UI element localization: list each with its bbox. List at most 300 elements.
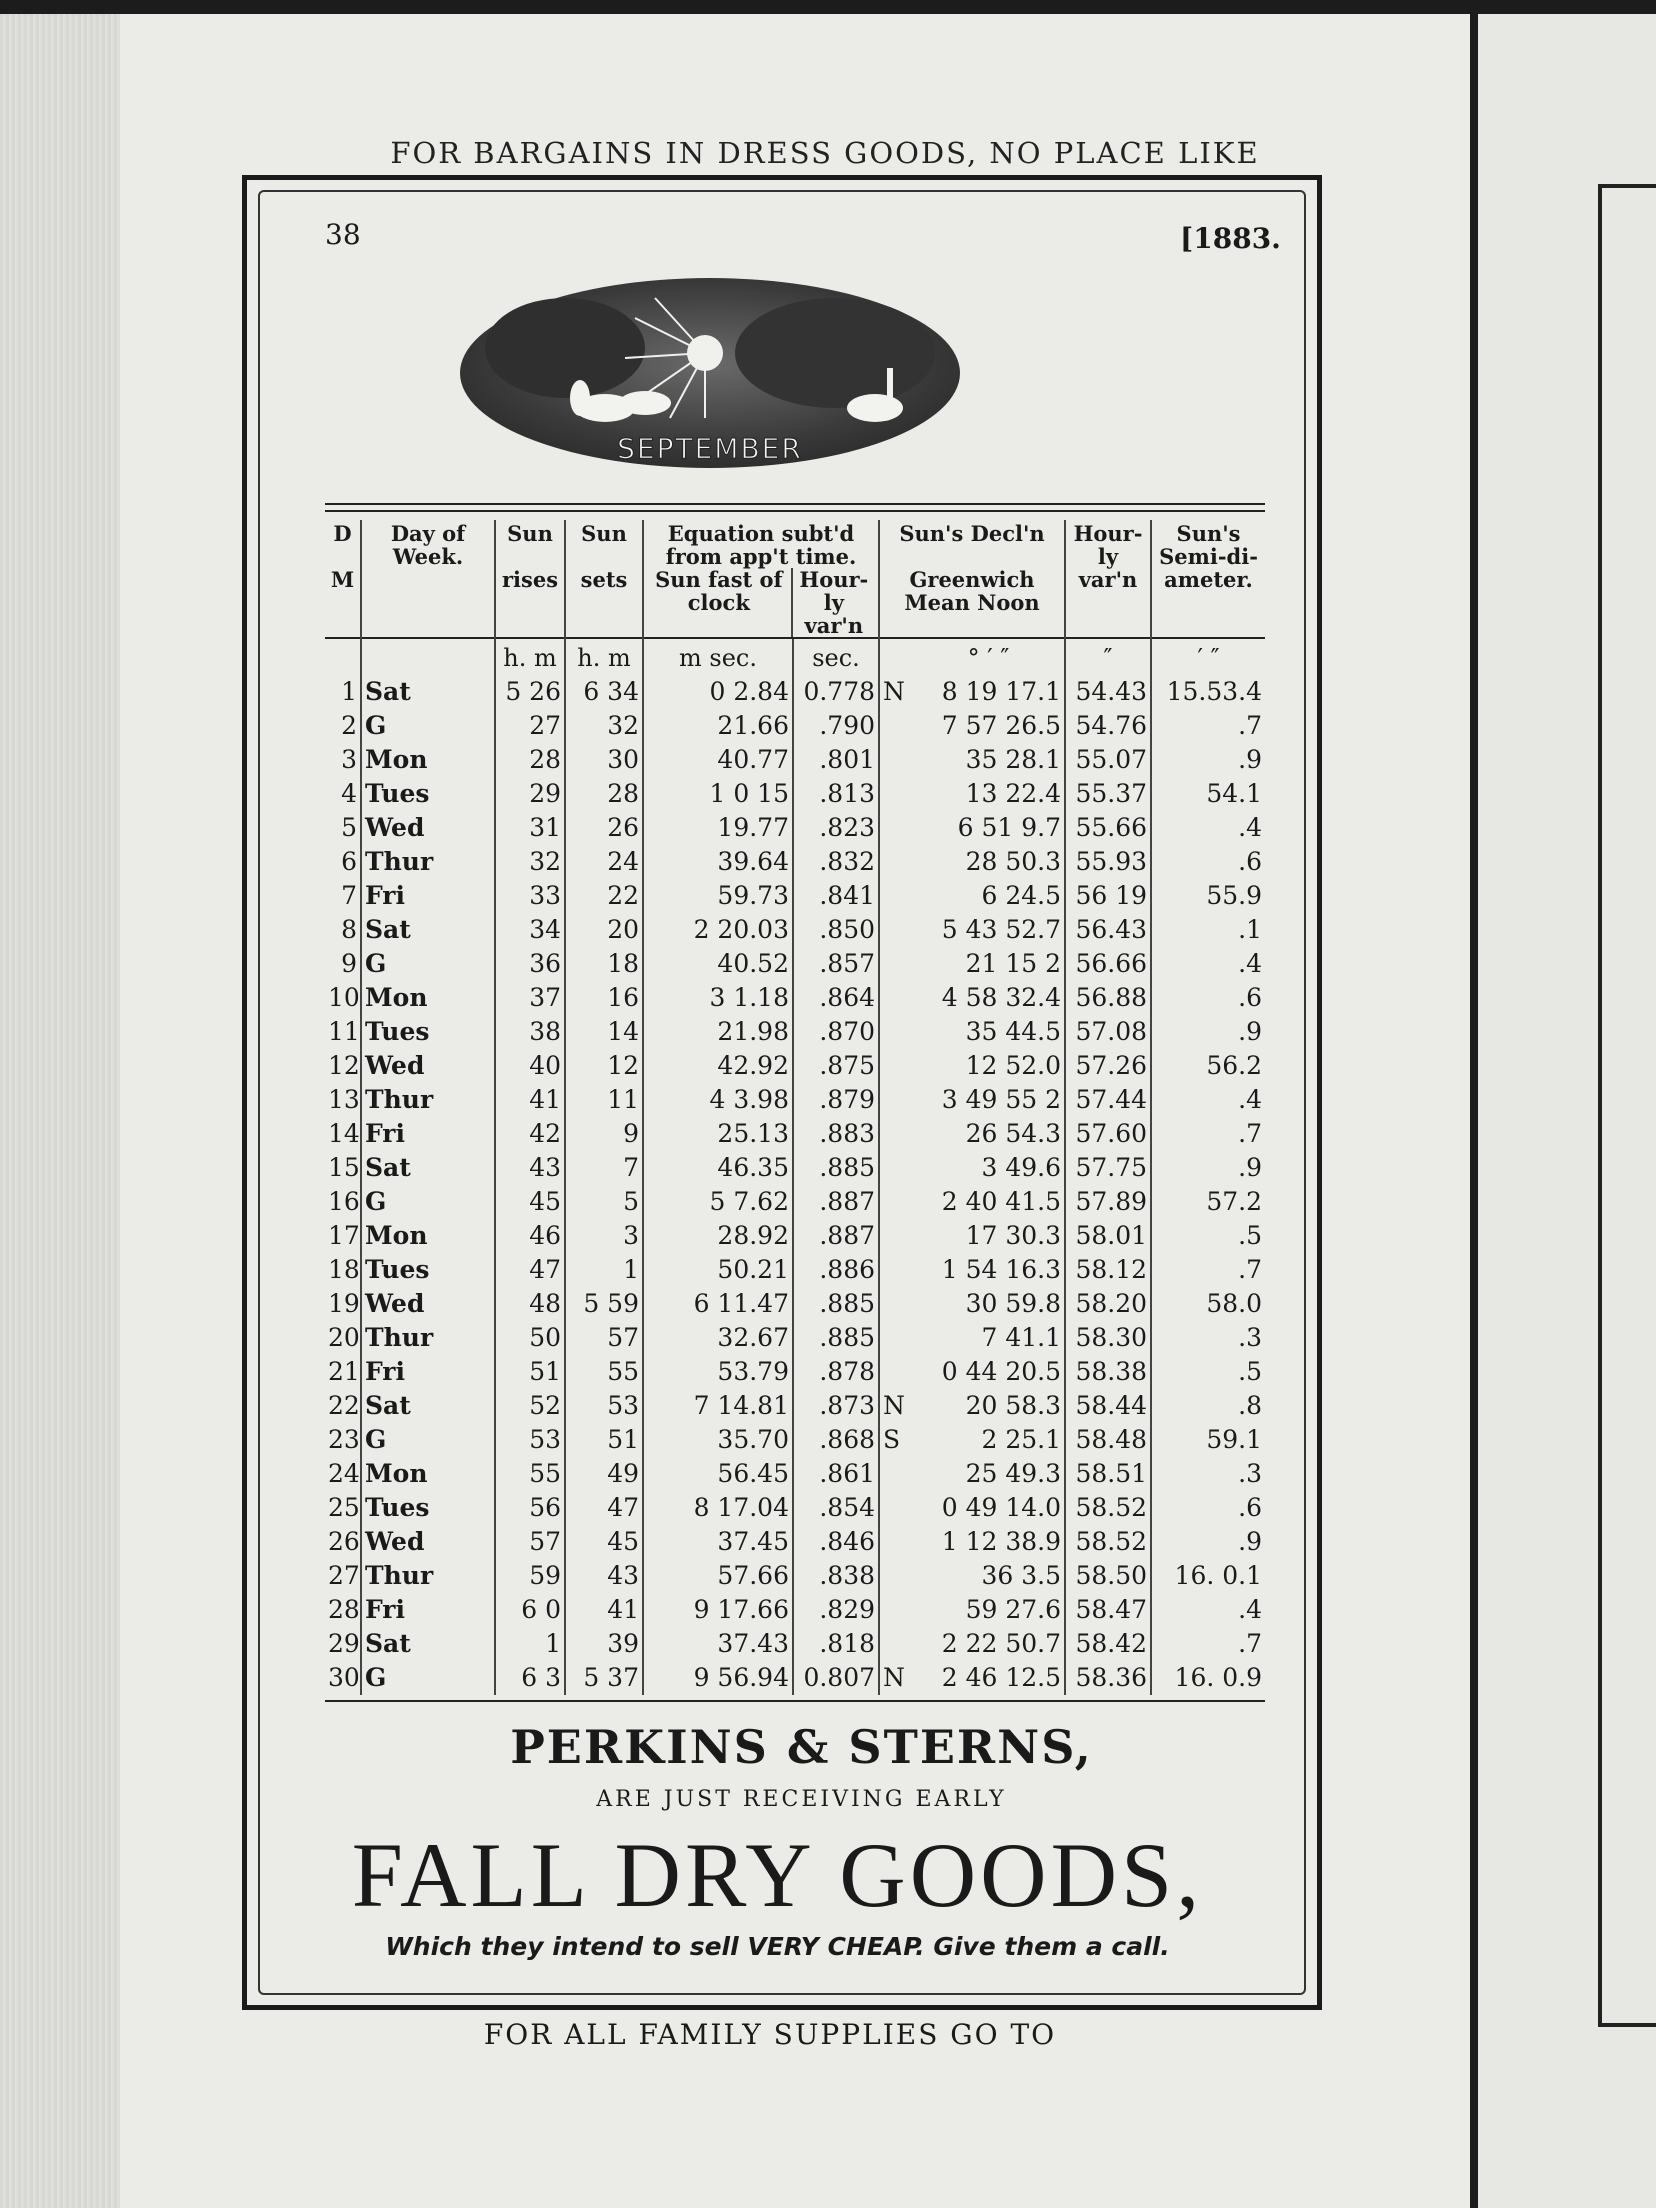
decl-direction-cell [879, 709, 913, 743]
declination-var-cell: 58.20 [1065, 1287, 1151, 1321]
day-number-cell: 23 [328, 1425, 360, 1454]
table-row [325, 1083, 1265, 1117]
sunset-cell: 5 59 [565, 1287, 643, 1321]
semidiameter-cell: 58.0 [1151, 1287, 1265, 1321]
semidiameter-cell: .9 [1151, 743, 1265, 777]
header-sun-rises: Sun rises [495, 520, 565, 638]
table-row [325, 981, 1265, 1015]
day-number-cell: 8 [341, 915, 357, 944]
sunrise-cell: 41 [495, 1083, 565, 1117]
decl-direction-cell [879, 1627, 913, 1661]
declination-var-cell: 56 19 [1065, 879, 1151, 913]
declination-var-cell: 58.42 [1065, 1627, 1151, 1661]
table-row [325, 947, 1265, 981]
table-row [325, 1593, 1265, 1627]
semidiameter-cell: .5 [1151, 1219, 1265, 1253]
sunset-cell: 57 [565, 1321, 643, 1355]
sunrise-cell: 32 [495, 845, 565, 879]
year-label: [1883. [1180, 222, 1281, 255]
semidiameter-cell: .7 [1151, 1117, 1265, 1151]
day-of-week-cell: Wed [361, 811, 495, 845]
unit-ns [879, 638, 913, 675]
equation-cell: 1 0 15 [643, 777, 793, 811]
sunrise-cell: 34 [495, 913, 565, 947]
table-row [325, 1253, 1265, 1287]
equation-var-cell: .879 [793, 1083, 879, 1117]
decl-direction-cell: N [879, 675, 913, 709]
running-foot: FOR ALL FAMILY SUPPLIES GO TO [483, 2018, 1057, 2051]
sunset-cell: 1 [565, 1253, 643, 1287]
declination-cell: 4 58 32.4 [941, 983, 1062, 1012]
sunrise-cell: 27 [495, 709, 565, 743]
header-d: D M [330, 521, 355, 592]
sunrise-cell: 57 [495, 1525, 565, 1559]
equation-var-cell: .841 [793, 879, 879, 913]
declination-var-cell: 58.52 [1065, 1525, 1151, 1559]
unit-eq-var: sec. [793, 638, 879, 675]
table-row [325, 1049, 1265, 1083]
sunset-cell: 11 [565, 1083, 643, 1117]
equation-cell: 9 17.66 [643, 1593, 793, 1627]
day-number-cell: 20 [328, 1323, 360, 1352]
ad-tagline: Which they intend to sell VERY CHEAP. Give them a call. [385, 1932, 1170, 1961]
declination-var-cell: 57.89 [1065, 1185, 1151, 1219]
equation-cell: 56.45 [643, 1457, 793, 1491]
day-of-week-cell: G [361, 1423, 495, 1457]
advertiser-name: PERKINS & STERNS, [510, 1720, 1093, 1774]
decl-direction-cell [879, 1457, 913, 1491]
declination-cell: 1 54 16.3 [941, 1255, 1062, 1284]
declination-cell: 0 49 14.0 [941, 1493, 1062, 1522]
sunset-cell: 18 [565, 947, 643, 981]
table-row [325, 1661, 1265, 1695]
table-row [325, 1151, 1265, 1185]
day-of-week-cell: Mon [361, 1457, 495, 1491]
decl-direction-cell [879, 1491, 913, 1525]
declination-cell: 20 58.3 [965, 1391, 1062, 1420]
equation-cell: 37.43 [643, 1627, 793, 1661]
sunset-cell: 43 [565, 1559, 643, 1593]
header-day-of-week: Day of Week. [361, 520, 495, 638]
equation-var-cell: 0.807 [793, 1661, 879, 1695]
sunrise-cell: 29 [495, 777, 565, 811]
equation-cell: 35.70 [643, 1423, 793, 1457]
table-row [325, 1457, 1265, 1491]
equation-cell: 21.98 [643, 1015, 793, 1049]
decl-direction-cell [879, 1015, 913, 1049]
decl-direction-cell [879, 947, 913, 981]
equation-var-cell: .878 [793, 1355, 879, 1389]
day-of-week-cell: Tues [361, 1015, 495, 1049]
decl-direction-cell [879, 1253, 913, 1287]
semidiameter-cell: 54.1 [1151, 777, 1265, 811]
declination-var-cell: 58.44 [1065, 1389, 1151, 1423]
sunrise-cell: 55 [495, 1457, 565, 1491]
declination-cell: 28 50.3 [965, 847, 1062, 876]
equation-cell: 5 7.62 [643, 1185, 793, 1219]
sunrise-cell: 52 [495, 1389, 565, 1423]
running-head: FOR BARGAINS IN DRESS GOODS, NO PLACE LIKE [390, 136, 1260, 170]
sunset-cell: 6 34 [565, 675, 643, 709]
semidiameter-cell: .5 [1151, 1355, 1265, 1389]
declination-cell: 8 19 17.1 [941, 677, 1062, 706]
semidiameter-cell: .6 [1151, 1491, 1265, 1525]
decl-direction-cell [879, 777, 913, 811]
decl-direction-cell [879, 913, 913, 947]
sunrise-cell: 56 [495, 1491, 565, 1525]
declination-cell: 2 22 50.7 [941, 1629, 1062, 1658]
adjacent-page-frame [1598, 184, 1656, 2027]
semidiameter-cell: .7 [1151, 709, 1265, 743]
sunset-cell: 20 [565, 913, 643, 947]
declination-var-cell: 54.76 [1065, 709, 1151, 743]
sunset-cell: 49 [565, 1457, 643, 1491]
day-number-cell: 2 [341, 711, 357, 740]
sunrise-cell: 1 [495, 1627, 565, 1661]
day-of-week-cell: Fri [361, 879, 495, 913]
sun-almanac-table [325, 520, 1265, 1695]
day-of-week-cell: G [361, 1661, 495, 1695]
day-number-cell: 17 [328, 1221, 360, 1250]
declination-cell: 0 44 20.5 [941, 1357, 1062, 1386]
decl-direction-cell [879, 1355, 913, 1389]
sunset-cell: 32 [565, 709, 643, 743]
semidiameter-cell: .7 [1151, 1627, 1265, 1661]
declination-cell: 6 24.5 [981, 881, 1062, 910]
declination-cell: 26 54.3 [965, 1119, 1062, 1148]
equation-cell: 46.35 [643, 1151, 793, 1185]
day-number-cell: 22 [328, 1391, 360, 1420]
day-number-cell: 5 [341, 813, 357, 842]
equation-cell: 28.92 [643, 1219, 793, 1253]
cloud-right [735, 298, 935, 408]
declination-cell: 7 57 26.5 [941, 711, 1062, 740]
unit-semi: ′ ″ [1151, 638, 1265, 675]
equation-var-cell: .885 [793, 1321, 879, 1355]
table-row [325, 709, 1265, 743]
declination-var-cell: 57.44 [1065, 1083, 1151, 1117]
day-of-week-cell: Wed [361, 1049, 495, 1083]
sunset-cell: 7 [565, 1151, 643, 1185]
day-of-week-cell: G [361, 947, 495, 981]
day-number-cell: 10 [328, 983, 360, 1012]
equation-cell: 19.77 [643, 811, 793, 845]
table-row [325, 811, 1265, 845]
declination-cell: 7 41.1 [981, 1323, 1062, 1352]
equation-cell: 6 11.47 [643, 1287, 793, 1321]
declination-var-cell: 58.30 [1065, 1321, 1151, 1355]
day-of-week-cell: Fri [361, 1117, 495, 1151]
declination-cell: 2 46 12.5 [941, 1663, 1062, 1692]
decl-direction-cell [879, 1525, 913, 1559]
decl-direction-cell [879, 879, 913, 913]
day-number-cell: 29 [328, 1629, 360, 1658]
table-row [325, 1355, 1265, 1389]
sunset-cell: 55 [565, 1355, 643, 1389]
day-of-week-cell: Sat [361, 1151, 495, 1185]
sunrise-cell: 48 [495, 1287, 565, 1321]
sunset-cell: 26 [565, 811, 643, 845]
sunset-cell: 5 [565, 1185, 643, 1219]
semidiameter-cell: .4 [1151, 947, 1265, 981]
semidiameter-cell: .6 [1151, 981, 1265, 1015]
header-decl-hourly-var: Hour-ly var'n [1065, 520, 1151, 638]
declination-var-cell: 55.66 [1065, 811, 1151, 845]
equation-cell: 3 1.18 [643, 981, 793, 1015]
table-row [325, 1491, 1265, 1525]
equation-cell: 57.66 [643, 1559, 793, 1593]
day-number-cell: 1 [341, 677, 357, 706]
unit-blank [325, 638, 361, 675]
table-row [325, 1185, 1265, 1219]
day-number-cell: 28 [328, 1595, 360, 1624]
sunset-cell: 41 [565, 1593, 643, 1627]
semidiameter-cell: .9 [1151, 1015, 1265, 1049]
sunset-cell: 9 [565, 1117, 643, 1151]
equation-cell: 40.77 [643, 743, 793, 777]
equation-var-cell: .887 [793, 1185, 879, 1219]
equation-cell: 2 20.03 [643, 913, 793, 947]
equation-var-cell: .886 [793, 1253, 879, 1287]
equation-var-cell: .790 [793, 709, 879, 743]
day-of-week-cell: Thur [361, 1083, 495, 1117]
equation-var-cell: .861 [793, 1457, 879, 1491]
day-number-cell: 7 [341, 881, 357, 910]
semidiameter-cell: .3 [1151, 1457, 1265, 1491]
table-row [325, 777, 1265, 811]
declination-var-cell: 57.26 [1065, 1049, 1151, 1083]
table-top-rule-double [325, 510, 1265, 512]
equation-cell: 8 17.04 [643, 1491, 793, 1525]
day-of-week-cell: Sat [361, 675, 495, 709]
table-row [325, 1015, 1265, 1049]
sunrise-cell: 31 [495, 811, 565, 845]
day-number-cell: 3 [341, 745, 357, 774]
day-of-week-cell: Wed [361, 1287, 495, 1321]
decl-direction-cell [879, 1117, 913, 1151]
header-semidiameter: Sun's Semi-di-ameter. [1151, 520, 1265, 638]
sunrise-cell: 37 [495, 981, 565, 1015]
declination-var-cell: 58.12 [1065, 1253, 1151, 1287]
declination-cell: 13 22.4 [965, 779, 1062, 808]
declination-cell: 12 52.0 [965, 1051, 1062, 1080]
sunrise-cell: 38 [495, 1015, 565, 1049]
decl-direction-cell: S [879, 1423, 913, 1457]
equation-cell: 59.73 [643, 879, 793, 913]
decl-direction-cell [879, 1049, 913, 1083]
equation-var-cell: .829 [793, 1593, 879, 1627]
equation-cell: 39.64 [643, 845, 793, 879]
table-row [325, 1423, 1265, 1457]
day-of-week-cell: Tues [361, 777, 495, 811]
sunset-cell: 30 [565, 743, 643, 777]
decl-direction-cell [879, 1185, 913, 1219]
semidiameter-cell: .7 [1151, 1253, 1265, 1287]
day-of-week-cell: Wed [361, 1525, 495, 1559]
unit-sets: h. m [565, 638, 643, 675]
sunset-cell: 51 [565, 1423, 643, 1457]
table-row [325, 1219, 1265, 1253]
unit-rises: h. m [495, 638, 565, 675]
semidiameter-cell: .8 [1151, 1389, 1265, 1423]
equation-var-cell: 0.778 [793, 675, 879, 709]
equation-var-cell: .870 [793, 1015, 879, 1049]
unit-decl: ° ′ ″ [913, 638, 1065, 675]
decl-direction-cell [879, 1593, 913, 1627]
sunrise-cell: 53 [495, 1423, 565, 1457]
equation-var-cell: .885 [793, 1151, 879, 1185]
equation-var-cell: .883 [793, 1117, 879, 1151]
day-of-week-cell: Fri [361, 1355, 495, 1389]
decl-direction-cell [879, 811, 913, 845]
equation-var-cell: .887 [793, 1219, 879, 1253]
day-of-week-cell: Thur [361, 1321, 495, 1355]
day-number-cell: 19 [328, 1289, 360, 1318]
decl-title: Sun's Decl'n [899, 521, 1045, 546]
semidiameter-cell: .9 [1151, 1525, 1265, 1559]
equation-var-cell: .857 [793, 947, 879, 981]
declination-var-cell: 56.43 [1065, 913, 1151, 947]
declination-cell: 5 43 52.7 [941, 915, 1062, 944]
semidiameter-cell: 16. 0.9 [1151, 1661, 1265, 1695]
unit-blank-day [361, 638, 495, 675]
sunrise-cell: 59 [495, 1559, 565, 1593]
equation-var-cell: .873 [793, 1389, 879, 1423]
semidiameter-cell: .3 [1151, 1321, 1265, 1355]
unit-eq: m sec. [643, 638, 793, 675]
semidiameter-cell: .4 [1151, 1083, 1265, 1117]
equation-var-cell: .864 [793, 981, 879, 1015]
table-row [325, 879, 1265, 913]
declination-var-cell: 55.93 [1065, 845, 1151, 879]
declination-var-cell: 58.50 [1065, 1559, 1151, 1593]
sunset-cell: 39 [565, 1627, 643, 1661]
declination-cell: 35 44.5 [965, 1017, 1062, 1046]
header-sun-sets: Sun sets [565, 520, 643, 638]
semidiameter-cell: 16. 0.1 [1151, 1559, 1265, 1593]
semidiameter-cell: .4 [1151, 811, 1265, 845]
sunrise-cell: 6 3 [495, 1661, 565, 1695]
day-of-week-cell: Thur [361, 845, 495, 879]
semidiameter-cell: .9 [1151, 1151, 1265, 1185]
sunset-cell: 47 [565, 1491, 643, 1525]
table-row [325, 1117, 1265, 1151]
day-of-week-cell: Sat [361, 1389, 495, 1423]
declination-cell: 59 27.6 [965, 1595, 1062, 1624]
sunrise-cell: 46 [495, 1219, 565, 1253]
equation-cell: 53.79 [643, 1355, 793, 1389]
day-number-cell: 24 [328, 1459, 360, 1488]
sunset-cell: 12 [565, 1049, 643, 1083]
equation-var-cell: .813 [793, 777, 879, 811]
sunset-cell: 24 [565, 845, 643, 879]
table-bottom-rule [325, 1700, 1265, 1702]
semidiameter-cell: .6 [1151, 845, 1265, 879]
sunset-cell: 28 [565, 777, 643, 811]
decl-direction-cell [879, 1559, 913, 1593]
sunrise-cell: 5 26 [495, 675, 565, 709]
ad-subline: ARE JUST RECEIVING EARLY [596, 1787, 1007, 1812]
sunset-cell: 53 [565, 1389, 643, 1423]
equation-title: Equation subt'd from app't time. [665, 521, 857, 569]
declination-var-cell: 58.38 [1065, 1355, 1151, 1389]
day-of-week-cell: Tues [361, 1491, 495, 1525]
table-row [325, 675, 1265, 709]
day-of-week-cell: Sat [361, 913, 495, 947]
units-row [325, 638, 1265, 675]
day-of-week-cell: G [361, 709, 495, 743]
day-number-cell: 21 [328, 1357, 360, 1386]
equation-cell: 4 3.98 [643, 1083, 793, 1117]
header-eq-hourly-var: Hour-ly var'n [791, 568, 875, 637]
equation-cell: 7 14.81 [643, 1389, 793, 1423]
decl-direction-cell [879, 1219, 913, 1253]
equation-cell: 21.66 [643, 709, 793, 743]
table-top-rule [325, 503, 1265, 505]
semidiameter-cell: 55.9 [1151, 879, 1265, 913]
day-of-week-cell: Thur [361, 1559, 495, 1593]
day-of-week-cell: Fri [361, 1593, 495, 1627]
unit-decl-var: ″ [1065, 638, 1151, 675]
day-number-cell: 4 [341, 779, 357, 808]
decl-direction-cell: N [879, 1389, 913, 1423]
equation-var-cell: .801 [793, 743, 879, 777]
day-number-cell: 9 [341, 949, 357, 978]
page-number: 38 [325, 218, 361, 251]
declination-cell: 2 25.1 [981, 1425, 1062, 1454]
table-row [325, 913, 1265, 947]
day-of-week-cell: Tues [361, 1253, 495, 1287]
semidiameter-cell: 59.1 [1151, 1423, 1265, 1457]
declination-cell: 1 12 38.9 [941, 1527, 1062, 1556]
sunrise-cell: 42 [495, 1117, 565, 1151]
decl-direction-cell [879, 981, 913, 1015]
table-body [325, 675, 1265, 1695]
declination-var-cell: 56.88 [1065, 981, 1151, 1015]
declination-var-cell: 56.66 [1065, 947, 1151, 981]
declination-var-cell: 55.07 [1065, 743, 1151, 777]
day-number-cell: 30 [328, 1663, 360, 1692]
ad-headline: FALL DRY GOODS, [351, 1824, 1204, 1926]
table-row [325, 743, 1265, 777]
day-number-cell: 27 [328, 1561, 360, 1590]
equation-cell: 40.52 [643, 947, 793, 981]
equation-var-cell: .868 [793, 1423, 879, 1457]
declination-cell: 3 49 55 2 [941, 1085, 1062, 1114]
sunset-cell: 22 [565, 879, 643, 913]
day-number-cell: 14 [328, 1119, 360, 1148]
declination-cell: 2 40 41.5 [941, 1187, 1062, 1216]
declination-cell: 30 59.8 [965, 1289, 1062, 1318]
header-declination [879, 520, 1065, 638]
declination-var-cell: 58.47 [1065, 1593, 1151, 1627]
decl-direction-cell: N [879, 1661, 913, 1695]
day-of-week-cell: Mon [361, 1219, 495, 1253]
equation-cell: 32.67 [643, 1321, 793, 1355]
table-row [325, 1389, 1265, 1423]
equation-cell: 37.45 [643, 1525, 793, 1559]
declination-cell: 3 49.6 [981, 1153, 1062, 1182]
day-of-week-cell: Mon [361, 981, 495, 1015]
cloud-left [485, 298, 645, 398]
equation-var-cell: .846 [793, 1525, 879, 1559]
equation-var-cell: .818 [793, 1627, 879, 1661]
table-row [325, 1525, 1265, 1559]
sunrise-cell: 28 [495, 743, 565, 777]
declination-cell: 17 30.3 [965, 1221, 1062, 1250]
declination-cell: 21 15 2 [965, 949, 1062, 978]
semidiameter-cell: 57.2 [1151, 1185, 1265, 1219]
